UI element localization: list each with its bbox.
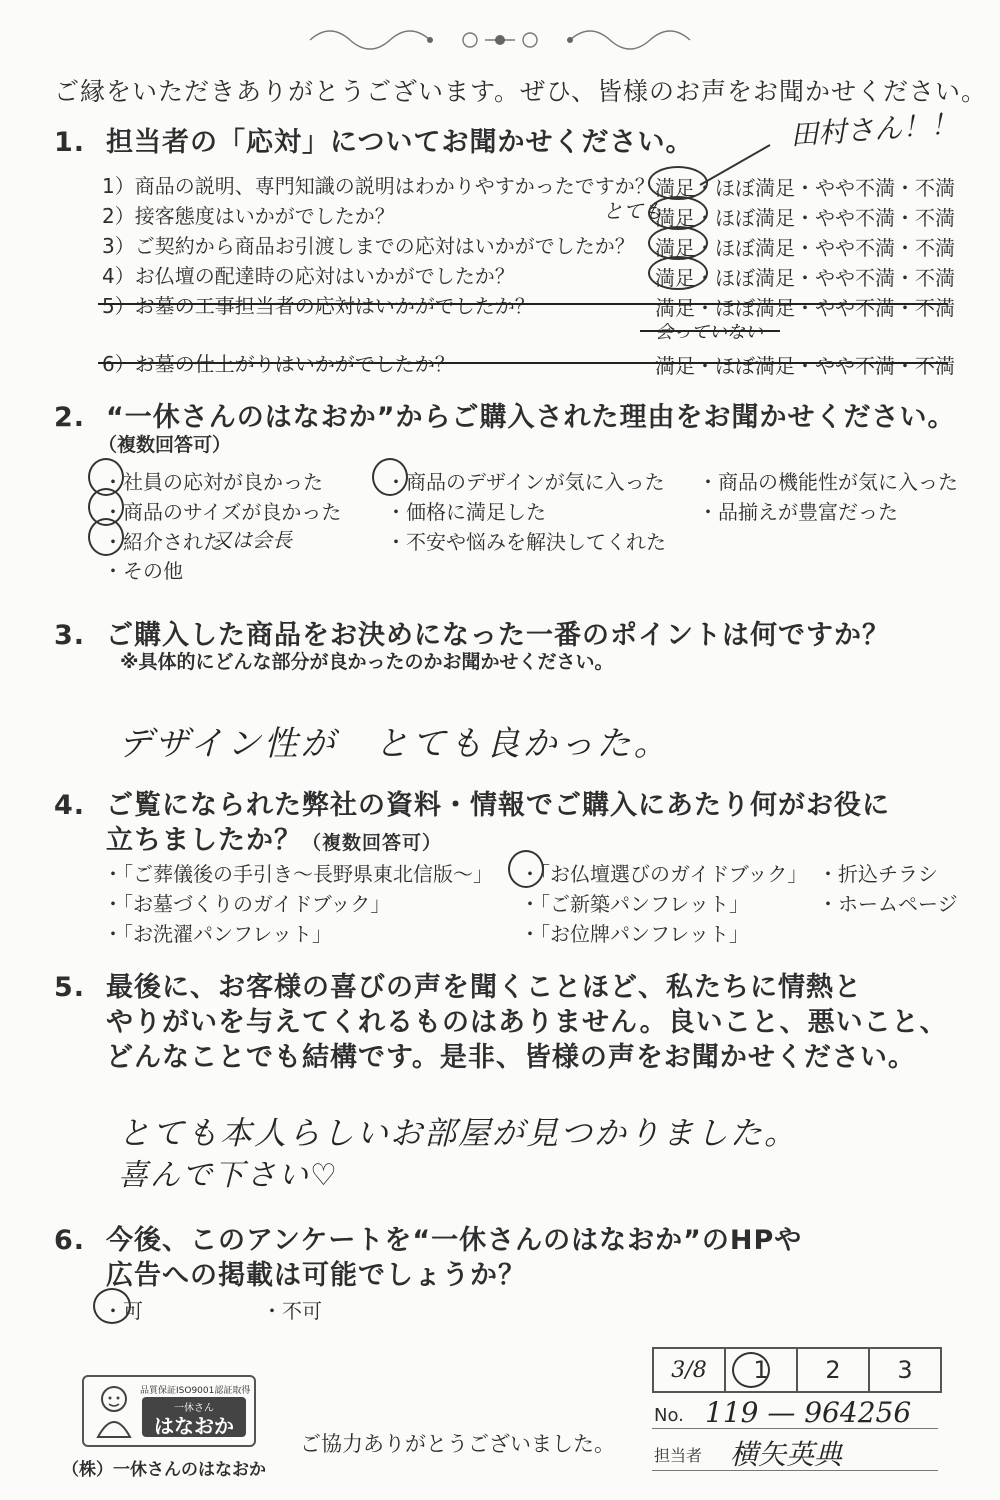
q5-title-line1: 最後に、お客様の喜びの声を聞くことほど、私たちに情熱と (106, 972, 862, 1003)
logo-small-text: 一休さん (174, 1403, 214, 1414)
q4-title-line1: ご覧になられた弊社の資料・情報でご購入にあたり何がお役に (106, 790, 890, 821)
footer-no-value: 119 — 964256 (705, 1396, 912, 1429)
q2-referral-handwritten-note: 又は会長 (212, 528, 292, 552)
q1-item-1-scale[interactable]: 満足・ほぼ満足・やや不満・不満 (655, 176, 955, 200)
selection-circle (648, 196, 708, 230)
decorative-flourish (300, 18, 700, 62)
q6-title-line1: 今後、このアンケートを“一休さんのはなおか”のHPや (106, 1225, 803, 1256)
q1-item-2: 2）接客態度はいかがでしたか？ (102, 204, 395, 228)
q1-item-3: 3）ご契約から商品お引渡しまでの応対はいかがでしたか？ (102, 234, 635, 258)
q4-option-laundry-pamphlet[interactable]: ・「お洗濯パンフレット」 (103, 922, 332, 946)
strikethrough-line (98, 362, 948, 364)
q4-option-grave-guide[interactable]: ・「お墓づくりのガイドブック」 (103, 892, 391, 916)
q6-number: 6. (54, 1225, 86, 1256)
strikethrough-line (640, 330, 780, 332)
q1-item-1: 1）商品の説明、専門知識の説明はわかりやすかったですか？ (102, 174, 655, 198)
selection-circle (508, 850, 544, 888)
selection-circle (648, 256, 708, 290)
intro-text: ご縁をいただきありがとうございます。ぜひ、皆様のお声をお聞かせください。 (54, 77, 988, 106)
q5-title-line3: どんなことでも結構です。是非、皆様の声をお聞かせください。 (106, 1042, 916, 1073)
q2-option-solved[interactable]: ・不安や悩みを解決してくれた (386, 530, 666, 554)
q2-option-variety[interactable]: ・品揃えが豊富だった (698, 500, 898, 524)
q4-option-homepage[interactable]: ・ホームページ (818, 892, 958, 916)
q5-heading (54, 965, 862, 1004)
q1-item-3-scale[interactable]: 満足・ほぼ満足・やや不満・不満 (655, 236, 955, 260)
q1-item-2-handwritten-prefix: とても (603, 199, 663, 223)
q4-option-newhome-pamphlet[interactable]: ・「ご新築パンフレット」 (520, 892, 749, 916)
q1-item-4-scale[interactable]: 満足・ほぼ満足・やや不満・不満 (655, 266, 955, 290)
q2-option-price[interactable]: ・価格に満足した (386, 500, 546, 524)
q4-subtitle: （複数回答可） (302, 832, 443, 854)
q3-subtitle: ※具体的にどんな部分が良かったのかお聞かせください。 (120, 651, 614, 673)
q3-handwritten-answer: デザイン性が とても良かった。 (118, 724, 671, 764)
q2-option-other[interactable]: ・その他 (103, 559, 183, 583)
q5-title-line2: やりがいを与えてくれるものはありません。良いこと、悪いこと、 (106, 1007, 948, 1038)
q4-option-funeral-guide[interactable]: ・「ご葬儀後の手引き〜長野県東北信版〜」 (103, 862, 493, 886)
strikethrough-line (98, 303, 948, 305)
q1-item-2-scale[interactable]: 満足・ほぼ満足・やや不満・不満 (655, 206, 955, 230)
q1-item-5-handwritten-note: 会っていない (655, 322, 763, 343)
q2-subtitle: （複数回答可） (98, 434, 232, 456)
logo-main-text: はなおか (154, 1414, 234, 1438)
reference-table (652, 1347, 942, 1393)
q1-item-6: 6）お墓の仕上がりはいかがでしたか？ (102, 352, 455, 376)
q4-number: 4. (54, 790, 86, 821)
underline (652, 1470, 938, 1471)
footer-thanks: ご協力ありがとうございました。 (300, 1432, 615, 1456)
footer-no-label: No. (654, 1405, 684, 1426)
logo-certification: 品質保証ISO9001認証取得 (140, 1386, 251, 1396)
monk-mascot-icon (92, 1383, 136, 1439)
selection-circle (732, 1352, 770, 1388)
q4-title-line2: 立ちましたか？ (106, 825, 302, 856)
q2-option-function[interactable]: ・商品の機能性が気に入った (698, 470, 958, 494)
q1-item-5-scale[interactable]: 満足・ほぼ満足・やや不満・不満 (655, 296, 955, 320)
underline (652, 1428, 938, 1429)
q2-option-staff[interactable]: ・社員の応対が良かった (103, 470, 323, 494)
q4-option-butsudan-guide[interactable]: ・「お仏壇選びのガイドブック」 (520, 862, 808, 886)
q2-heading (54, 395, 956, 434)
q1-item-6-scale[interactable]: 満足・ほぼ満足・やや不満・不満 (655, 354, 955, 378)
footer-table-cell-1: 1 (724, 1349, 796, 1391)
q4-option-flyer[interactable]: ・折込チラシ (818, 862, 938, 886)
q5-number: 5. (54, 972, 86, 1003)
q5-handwritten-answer-line2: 喜んで下さい♡ (118, 1158, 339, 1193)
q2-option-referral[interactable]: ・紹介された (103, 530, 223, 554)
q6-title-line2: 広告への掲載は可能でしょうか？ (106, 1260, 526, 1291)
q4-title-line2-wrap (106, 818, 442, 857)
selection-circle (372, 458, 408, 496)
company-logo (82, 1375, 256, 1447)
q2-option-design[interactable]: ・商品のデザインが気に入った (386, 470, 665, 494)
q1-handwritten-note: 田村さん！！ (789, 107, 960, 152)
q5-handwritten-answer-line1: とても本人らしいお部屋が見つかりました。 (118, 1114, 799, 1152)
q3-title: ご購入した商品をお決めになった一番のポイントは何ですか？ (106, 620, 890, 651)
logo-badge (142, 1397, 246, 1437)
q4-heading (54, 783, 890, 822)
company-name: （株）一休さんのはなおか (62, 1460, 266, 1480)
q1-heading (54, 120, 693, 159)
q6-heading (54, 1218, 802, 1257)
footer-staff-label: 担当者 (654, 1446, 703, 1465)
footer-date: 3/8 (671, 1357, 707, 1383)
q6-option-yes[interactable]: ・可 (103, 1299, 143, 1323)
q2-option-size[interactable]: ・商品のサイズが良かった (103, 500, 342, 524)
q1-item-5: 5）お墓の工事担当者の応対はいかがでしたか？ (102, 294, 535, 318)
q1-title: 担当者の「応対」についてお聞かせください。 (106, 127, 694, 158)
footer-staff-name: 横矢英典 (730, 1438, 843, 1471)
q3-number: 3. (54, 620, 86, 651)
q1-item-4: 4）お仏壇の配達時の応対はいかがでしたか？ (102, 264, 515, 288)
q1-number: 1. (54, 127, 86, 158)
q6-option-no[interactable]: ・不可 (262, 1299, 322, 1323)
selection-circle (648, 226, 708, 260)
selection-circle (88, 518, 124, 556)
footer-table-cell-3: 3 (868, 1349, 940, 1391)
footer-table-cell-2: 2 (796, 1349, 868, 1391)
q2-title: “一休さんのはなおか”からご購入された理由をお聞かせください。 (106, 402, 956, 433)
selection-circle (93, 1288, 131, 1324)
q4-option-ihai-pamphlet[interactable]: ・「お位牌パンフレット」 (520, 922, 749, 946)
q2-number: 2. (54, 402, 86, 433)
